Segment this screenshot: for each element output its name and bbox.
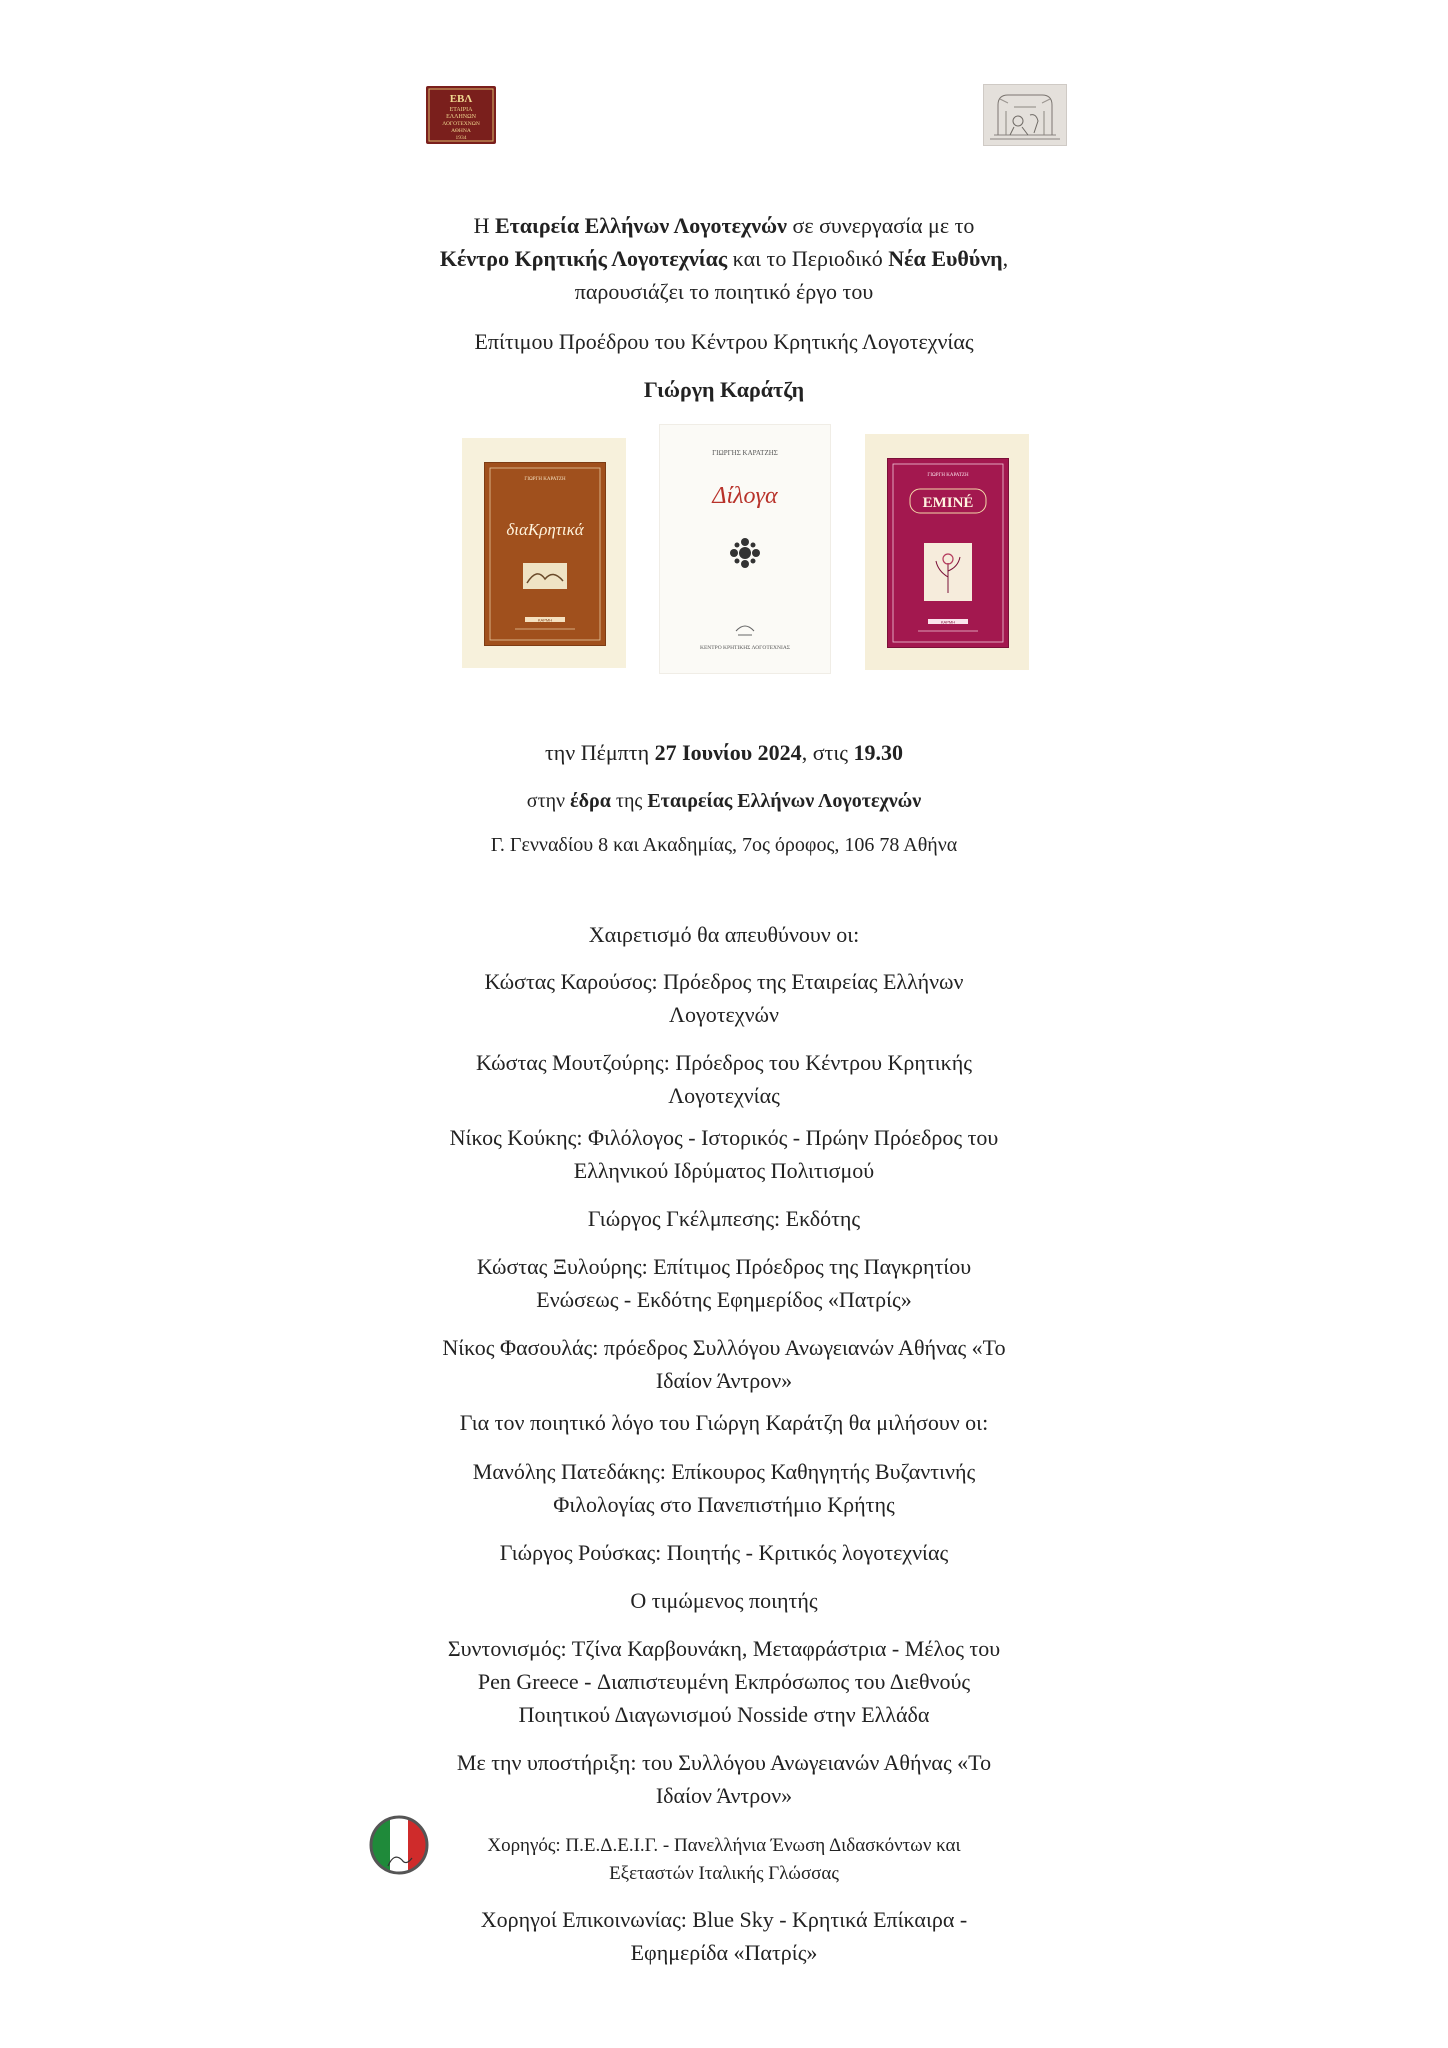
intro-line-1: Η Εταιρεία Ελλήνων Λογοτεχνών σε συνεργασία με το — [473, 213, 975, 238]
book-cover-emine — [865, 434, 1029, 670]
svg-text:ΓΙΩΡΓΗ ΚΑΡΑΤΖΗ: ΓΙΩΡΓΗ ΚΑΡΑΤΖΗ — [927, 473, 969, 478]
svg-text:ΓΙΩΡΓΗΣ ΚΑΡΑΤΖΗΣ: ΓΙΩΡΓΗΣ ΚΑΡΑΤΖΗΣ — [712, 449, 778, 457]
event-venue: στην έδρα της Εταιρείας Ελλήνων Λογοτεχνών — [526, 790, 922, 812]
greetings-heading: Χαιρετισμό θα απευθύνουν οι: — [588, 922, 860, 947]
svg-text:ΚΑΡΜΗ: ΚΑΡΜΗ — [537, 617, 553, 623]
svg-text:ΛΟΓΟΤΕΧΝΩΝ: ΛΟΓΟΤΕΧΝΩΝ — [442, 121, 480, 127]
svg-text:EMINÉ: EMINÉ — [922, 495, 974, 511]
media-sponsors-line-2: Εφημερίδα «Πατρίς» — [630, 1940, 818, 1965]
event-date: την Πέμπτη 27 Ιουνίου 2024, στις 19.30 — [544, 740, 904, 765]
event-address: Γ. Γενναδίου 8 και Ακαδημίας, 7ος όροφος, 106 78 Αθήνα — [490, 834, 958, 856]
book-cover-dialoga — [659, 424, 831, 674]
greeter-2-line-1: Κώστας Μουτζούρης: Πρόεδρος του Κέντρου Κρητικής — [476, 1050, 972, 1075]
coordination-line-3: Ποιητικού Διαγωνισμού Nosside στην Ελλάδα — [518, 1702, 930, 1727]
svg-text:ΕΤΑΙΡΙΑ: ΕΤΑΙΡΙΑ — [449, 107, 473, 113]
sponsor-line-2: Εξεταστών Ιταλικής Γλώσσας — [609, 1863, 839, 1884]
svg-text:ΚΕΝΤΡΟ ΚΡΗΤΙΚΗΣ ΛΟΓΟΤΕΧΝΙΑΣ: ΚΕΝΤΡΟ ΚΡΗΤΙΚΗΣ ΛΟΓΟΤΕΧΝΙΑΣ — [699, 645, 791, 651]
greeter-5-line-2: Ενώσεως - Εκδότης Εφημερίδος «Πατρίς» — [536, 1287, 912, 1312]
svg-text:ΑΘΗΝΑ: ΑΘΗΝΑ — [451, 128, 471, 134]
poet-name: Γιώργη Καράτζη — [643, 377, 805, 402]
svg-text:ΕΛΛΗΝΩΝ: ΕΛΛΗΝΩΝ — [446, 114, 476, 120]
coordination-line-1: Συντονισμός: Τζίνα Καρβουνάκη, Μεταφράστρια - Μέλος του — [447, 1636, 1001, 1661]
greeter-5-line-1: Κώστας Ξυλούρης: Επίτιμος Πρόεδρος της Παγκρητίου — [476, 1254, 972, 1279]
honoree-line: Ο τιμώμενος ποιητής — [630, 1588, 818, 1613]
svg-text:διαΚρητικά: διαΚρητικά — [506, 520, 584, 539]
svg-text:ΚΑΡΜΗ: ΚΑΡΜΗ — [940, 619, 956, 625]
media-sponsors-line-1: Χορηγοί Επικοινωνίας: Blue Sky - Κρητικά Επίκαιρα - — [480, 1907, 968, 1932]
svg-text:1934: 1934 — [455, 135, 467, 141]
intro-line-2: Κέντρο Κρητικής Λογοτεχνίας και το Περιοδικό Νέα Ευθύνη, — [439, 246, 1009, 271]
greeter-1-line-2: Λογοτεχνών — [669, 1002, 779, 1027]
coordination-line-2: Pen Greece - Διαπιστευμένη Εκπρόσωπος του Διεθνούς — [477, 1669, 971, 1694]
greeter-2-line-2: Λογοτεχνίας — [668, 1083, 780, 1108]
book-cover-diakritika — [462, 438, 626, 668]
svg-text:Δίλογα: Δίλογα — [712, 483, 778, 509]
greeter-6-line-1: Νίκος Φασουλάς: πρόεδρος Συλλόγου Ανωγειανών Αθήνας «Το — [442, 1335, 1006, 1360]
svg-text:ΓΙΩΡΓΗ ΚΑΡΑΤΖΗ: ΓΙΩΡΓΗ ΚΑΡΑΤΖΗ — [524, 477, 566, 482]
support-line-2: Ιδαίον Άντρον» — [655, 1783, 793, 1808]
sponsor-line-1: Χορηγός: Π.Ε.Δ.Ε.Ι.Γ. - Πανελλήνια Ένωση Διδασκόντων και — [487, 1835, 961, 1856]
support-line-1: Με την υποστήριξη: του Συλλόγου Ανωγειανών Αθήνας «Το — [456, 1750, 992, 1775]
greeter-4-line-1: Γιώργος Γκέλμπεσης: Εκδότης — [587, 1206, 861, 1231]
intro-line-3: παρουσιάζει το ποιητικό έργο του — [574, 279, 874, 304]
greeter-1-line-1: Κώστας Καρούσος: Πρόεδρος της Εταιρείας Ελλήνων — [484, 969, 964, 994]
engraving-icon — [983, 84, 1067, 146]
greeter-3-line-2: Ελληνικού Ιδρύματος Πολιτισμού — [573, 1158, 875, 1183]
greeter-6-line-2: Ιδαίον Άντρον» — [655, 1368, 793, 1393]
greeter-3-line-1: Νίκος Κούκης: Φιλόλογος - Ιστορικός - Πρώην Πρόεδρος του — [449, 1125, 999, 1150]
speaker-2-line-1: Γιώργος Ρούσκας: Ποιητής - Κριτικός λογοτεχνίας — [499, 1540, 949, 1565]
speakers-heading: Για τον ποιητικό λόγο του Γιώργη Καράτζη θα μιλήσουν οι: — [459, 1410, 989, 1435]
ebl-logo — [426, 86, 496, 144]
speaker-1-line-1: Μανόλης Πατεδάκης: Επίκουρος Καθηγητής Βυζαντινής — [472, 1459, 976, 1484]
honorary-president-line: Επίτιμου Προέδρου του Κέντρου Κρητικής Λογοτεχνίας — [474, 329, 974, 354]
svg-text:ΕΒΛ: ΕΒΛ — [449, 93, 473, 105]
speaker-1-line-2: Φιλολογίας στο Πανεπιστήμιο Κρήτης — [553, 1492, 895, 1517]
